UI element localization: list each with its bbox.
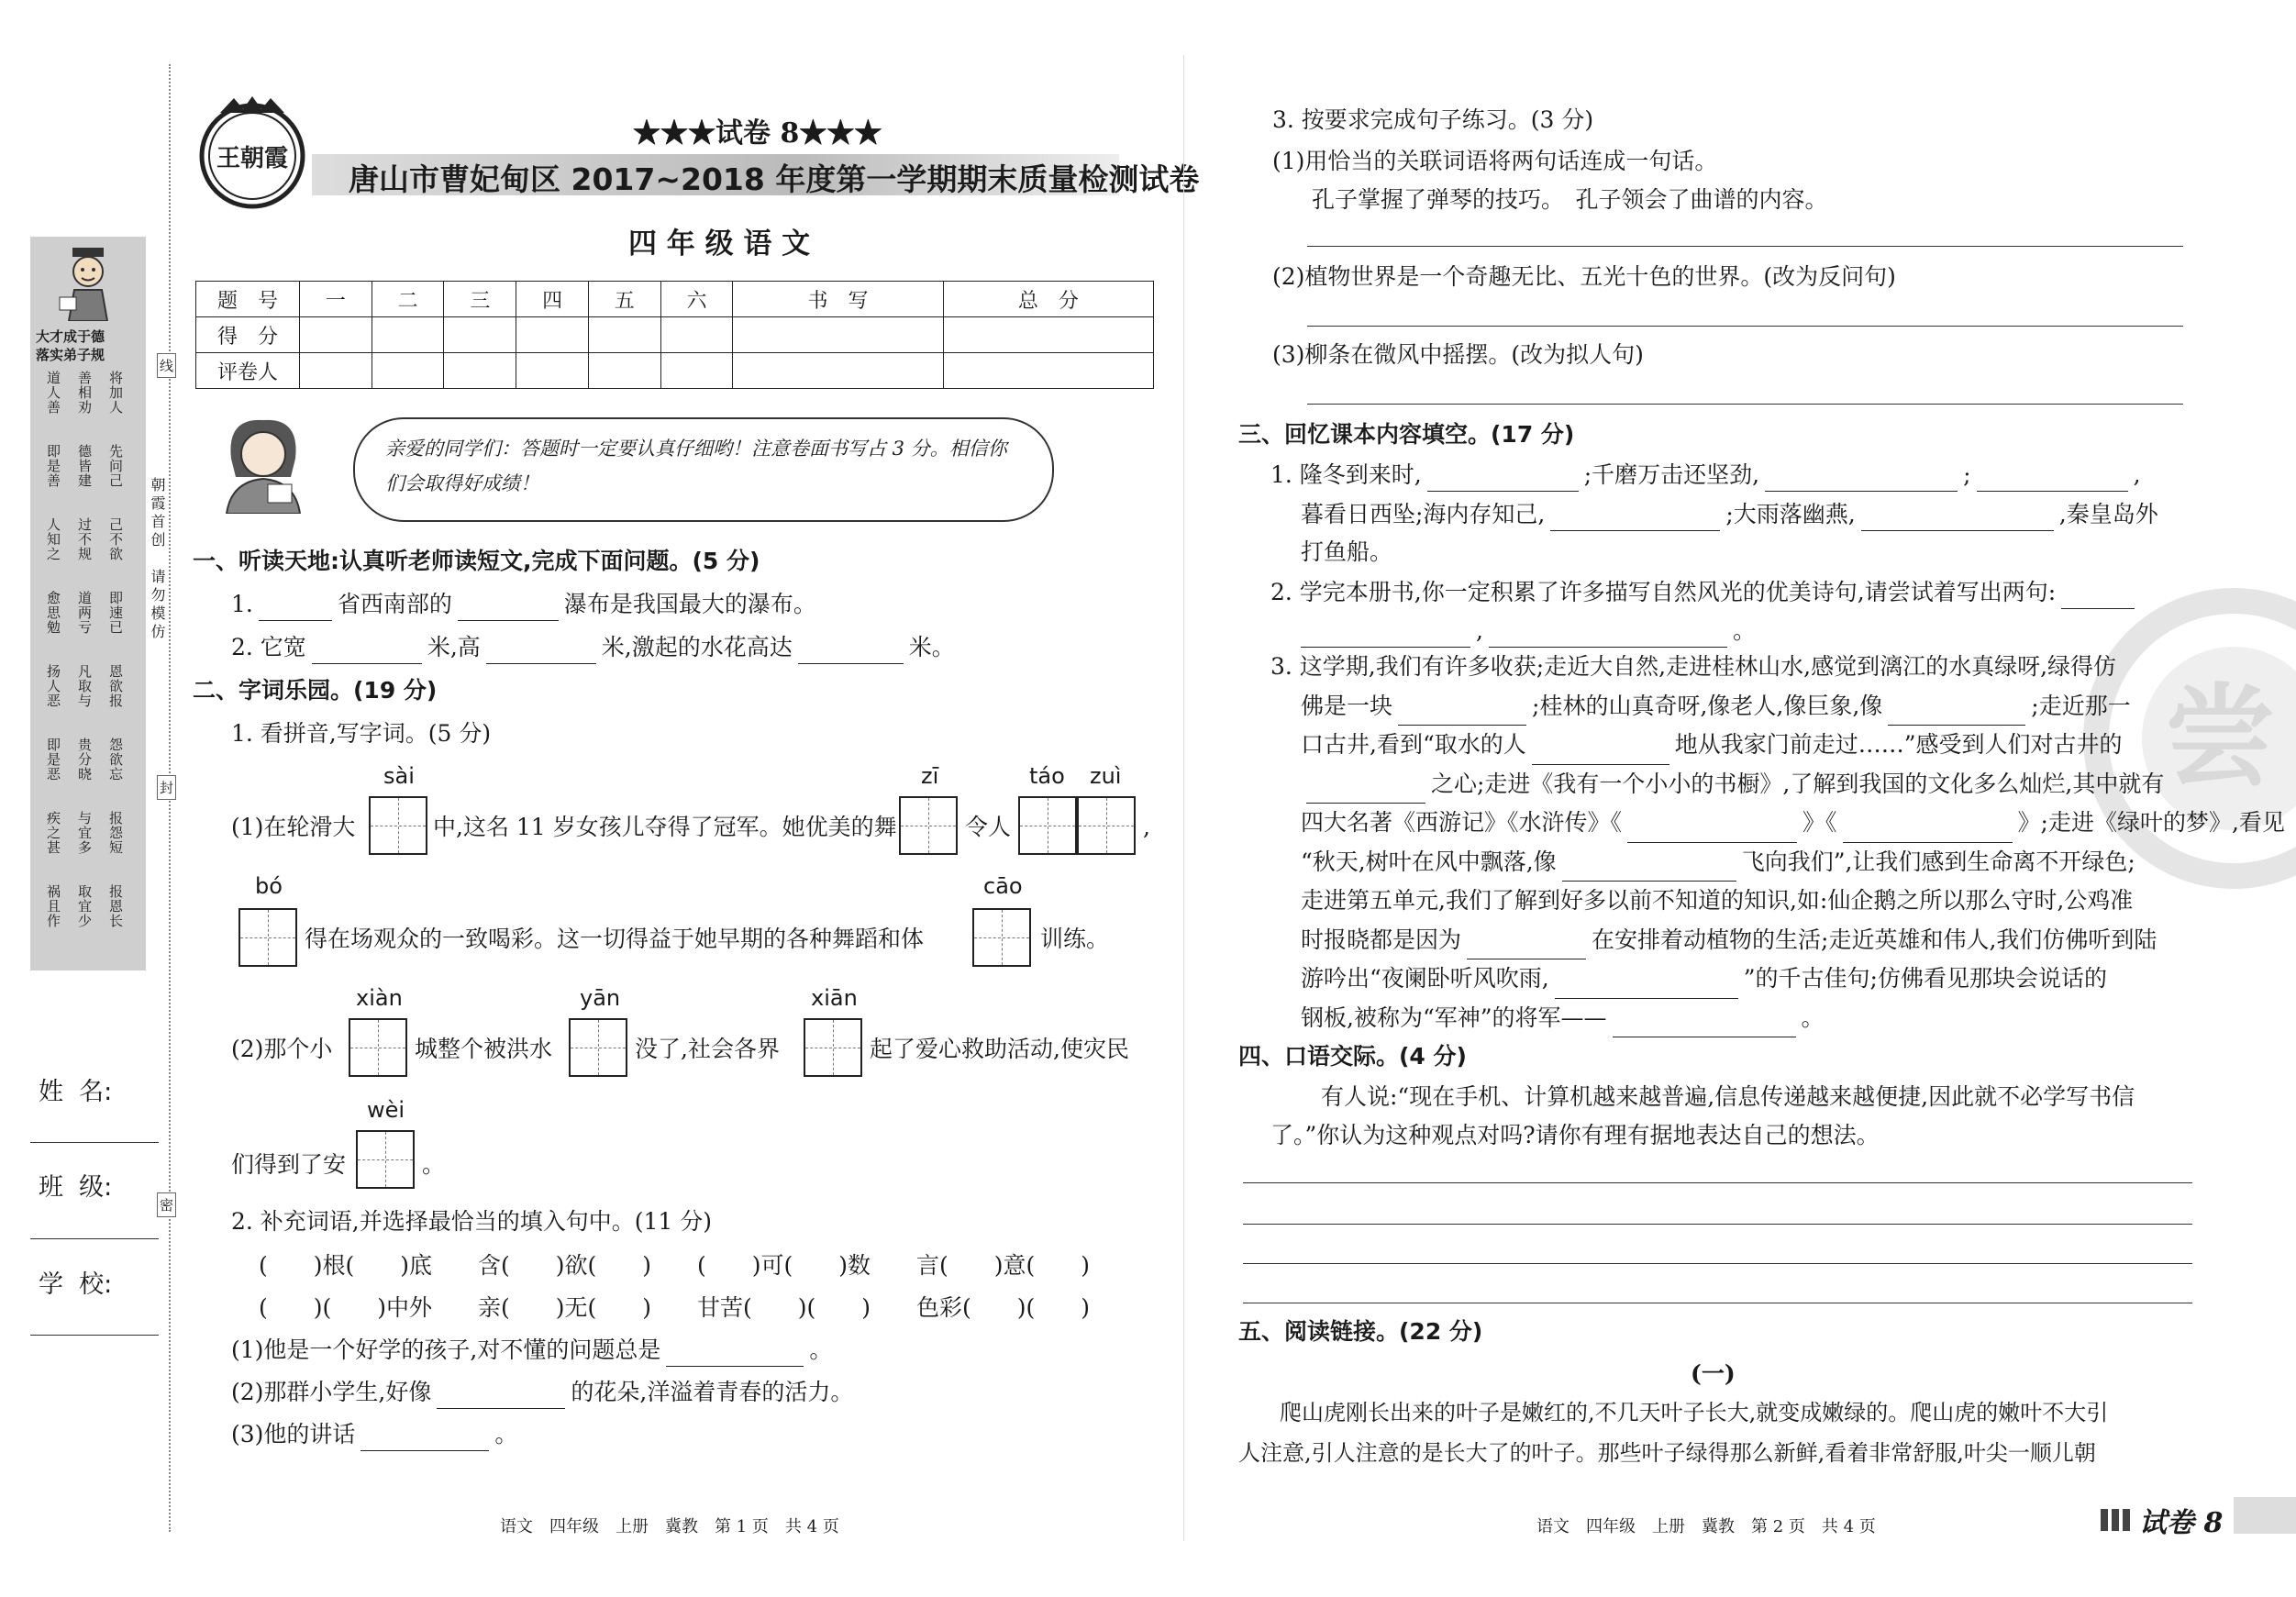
s3-3-text: 在安排着动植物的生活;走近英雄和伟人,我们仿佛听到陆 [1592,926,2157,953]
trial-number: ★★★试卷 8★★★ [633,117,882,150]
score-cell[interactable] [588,317,660,353]
motto-column: 道两亏 [76,591,93,635]
answer-blank[interactable] [1398,701,1526,726]
s2-s2b-b: 。 [422,1151,446,1178]
pinyin: yān [580,985,621,1011]
s2-s1b-a: 得在场观众的一致喝彩。这一切得益于她早期的各种舞蹈和体 [305,926,925,952]
side-note-2: 请勿模仿 [149,569,166,642]
s2-s2-d: 起了爱心救助活动,使灾民 [870,1036,1129,1062]
s3-3-line [1270,843,2285,882]
s2-s1-c: 令人 [965,814,1012,840]
s2-s1-d: , [1143,814,1150,840]
motto-column: 愈思勉 [45,591,61,635]
fill-2-text: (2)那群小学生,好像 [231,1379,432,1405]
s3-3-line [1270,687,2285,726]
answer-blank[interactable] [1301,623,1470,648]
section2-heading: 二、字词乐园。(19 分) [193,677,438,704]
s2-s1-a: (1)在轮滑大 [231,814,356,840]
motto-column: 报恩长 [107,884,124,928]
motto-column: 取宜少 [76,884,93,928]
s3-3-text: 飞向我们”,让我们感到生命离不开绿色; [1741,848,2135,875]
row-label: 得 分 [196,317,300,353]
q3-2: (2)植物世界是一个奇趣无比、五光十色的世界。(改为反问句) [1272,263,1896,290]
col-header: 五 [588,282,660,317]
char-box[interactable] [899,796,958,855]
exam-title: 唐山市曹妃甸区 2017~2018 年度第一学期期末质量检测试卷 [349,161,1200,197]
motto-column: 祸且作 [45,884,61,928]
answer-blank[interactable] [1550,506,1720,531]
col-header: 总 分 [943,282,1153,317]
answer-blank[interactable] [1613,1013,1796,1037]
school-label: 学 校: [39,1270,113,1299]
col-header: 一 [300,282,372,317]
score-cell[interactable] [516,317,589,353]
answer-blank[interactable] [1427,467,1579,492]
grader-cell[interactable] [943,353,1153,389]
answer-blank[interactable] [312,639,422,664]
answer-blank[interactable] [1467,935,1586,959]
motto-column: 过不规 [76,517,93,561]
motto-column: 恩欲报 [107,664,124,708]
score-table [195,281,1154,389]
answer-blank[interactable] [1888,701,2025,726]
q3-3: (3)柳条在微风中摇摆。(改为拟人句) [1272,341,1644,368]
char-box[interactable] [569,1018,627,1077]
badge-decoration [2101,1509,2134,1531]
s1-q1-num: 1. [231,591,253,617]
char-box[interactable] [238,908,297,967]
s3-3-text: 佛是一块 [1301,692,1393,719]
motto-column: 怨欲忘 [107,738,124,782]
motto-column: 扬人恶 [45,664,61,708]
grader-cell[interactable] [444,353,516,389]
s3-1c: 打鱼船。 [1301,538,1393,565]
idiom-row-1[interactable]: ( )根( )底 含( )欲( ) ( )可( )数 言( )意( ) [259,1252,1091,1279]
char-box[interactable] [1077,796,1136,855]
pinyin: xiān [811,985,858,1011]
answer-blank[interactable] [1555,974,1738,999]
pinyin: táo [1029,763,1065,789]
q3-1: (1)用恰当的关联词语将两句话连成一句话。 [1272,148,1718,174]
motto-column: 道人善 [45,371,61,415]
s2-s2-a: (2)那个小 [231,1036,333,1062]
s1-q2-a: 2. 它宽 [231,634,306,660]
char-box[interactable] [349,1018,407,1077]
s3-1b [1301,498,2158,531]
score-cell[interactable] [733,317,943,353]
badge-bar [2234,1497,2296,1534]
s1-q2-b: 米,高 [427,634,481,660]
char-box[interactable] [804,1018,862,1077]
score-cell[interactable] [943,317,1153,353]
score-cell[interactable] [372,317,444,353]
score-cell[interactable] [660,317,733,353]
motto-column: 先问己 [107,444,124,488]
motto-column: 疾之甚 [45,811,61,855]
fill-3 [231,1418,517,1451]
s1-q1 [231,588,816,621]
motto-column: 己不欲 [107,517,124,561]
logo-text: 王朝霞 [216,145,289,172]
fill-1 [231,1334,832,1367]
pinyin: xiàn [356,985,403,1011]
s3-1b-p: 暮看日西坠;海内存知己, [1301,501,1546,527]
answer-blank[interactable] [2061,584,2135,609]
name-label: 姓 名: [39,1078,113,1106]
s3-2b-p: 。 [1732,617,1756,644]
fill-3-text: (3)他的讲话 [231,1421,356,1447]
sidebar-motto-panel [30,237,146,970]
answer-blank[interactable] [1843,818,2013,843]
pinyin: wèi [367,1097,405,1123]
s3-3-text: ”的千古佳句;仿佛看见那块会说话的 [1743,965,2107,992]
section4-heading: 四、口语交际。(4 分) [1238,1043,1467,1070]
s3-2b-p: , [1476,617,1483,644]
col-header: 书 写 [733,282,943,317]
s3-3-text: 》《 [1802,809,1837,836]
s2-s2-b: 城整个被洪水 [415,1036,553,1062]
answer-blank[interactable] [458,596,559,621]
sec4-text-2: 了。”你认为这种观点对吗?请你有理有据地表达自己的想法。 [1270,1122,1880,1148]
grader-row [196,353,1154,389]
section3-heading: 三、回忆课本内容填空。(17 分) [1238,421,1575,448]
pinyin: cāo [983,873,1023,899]
s2-s1b-b: 训练。 [1040,926,1110,952]
grader-cell[interactable] [733,353,943,389]
answer-blank[interactable] [666,1342,804,1367]
s2-sub2: 2. 补充词语,并选择最恰当的填入句中。(11 分) [231,1208,713,1235]
teacher-illustration-icon [213,413,314,514]
class-label: 班 级: [39,1173,113,1202]
s3-3-line [1270,804,2285,843]
s3-3-line [1270,648,2285,687]
motto-column: 即是善 [45,444,61,488]
fill-2-end: 的花朵,洋溢着青春的活力。 [571,1379,854,1405]
answer-blank[interactable] [1562,857,1736,882]
s2-sub1: 1. 看拼音,写字词。(5 分) [231,720,492,747]
idiom-row-2[interactable]: ( )( )中外 亲( )无( ) 甘苦( )( ) 色彩( )( ) [259,1294,1091,1321]
school-field[interactable] [30,1335,159,1336]
s1-q2-d: 米。 [908,634,955,660]
score-cell[interactable] [444,317,516,353]
answer-blank[interactable] [1977,467,2128,492]
s2-s2-c: 没了,社会各界 [635,1036,780,1062]
score-row [196,317,1154,353]
s3-3-paragraph [1270,648,2285,1037]
greeting-text: 亲爱的同学们：答题时一定要认真仔细哟！注意卷面书写占 3 分。相信你们会取得好成绩！ [385,438,1007,494]
fill-3-end: 。 [494,1421,518,1447]
motto-column: 德皆建 [76,444,93,488]
side-note-1: 朝霞首创 [149,477,166,550]
s3-3-text: 3. 这学期,我们有许多收获;走近大自然,走进桂林山水,感觉到漓江的水真绿呀,绿得仿 [1270,653,2117,680]
s3-3-text: 口古井,看到“取水的人 [1301,731,1526,758]
s3-3-text: ;走近那一 [2031,692,2131,719]
grader-cell[interactable] [372,353,444,389]
s3-3-line [1270,882,2285,921]
cartoon-scholar-icon [56,248,120,321]
motto-column: 将加人 [107,371,124,415]
passage-line-2: 人注意,引人注意的是长大了的叶子。那些叶子绿得那么新鲜,看着非常舒服,叶尖一顺儿朝 [1238,1440,2096,1466]
class-field[interactable] [30,1238,159,1239]
col-header: 四 [516,282,589,317]
answer-line[interactable] [1307,326,2183,327]
answer-blank[interactable] [1627,818,1797,843]
answer-blank[interactable] [1861,506,2054,531]
answer-blank[interactable] [437,1384,565,1409]
pinyin: sài [383,763,415,789]
motto-column: 善相劝 [76,371,93,415]
answer-line[interactable] [1243,1224,2192,1225]
motto-column: 即速已 [107,591,124,635]
s3-1a-p: ;千磨万击还坚劲, [1583,461,1760,488]
char-box[interactable] [356,1130,415,1189]
s3-1a-p: ; [1963,461,1971,488]
answer-line[interactable] [1307,246,2183,247]
s3-3-line [1270,765,2285,804]
motto-head-2: 落实弟子规 [36,347,105,363]
q3-heading: 3. 按要求完成句子练习。(3 分) [1272,106,1594,133]
row-label: 评卷人 [196,353,300,389]
pinyin: zuì [1090,763,1122,789]
pinyin: zī [921,763,939,789]
answer-blank[interactable] [486,639,596,664]
s3-3-line [1270,999,2285,1038]
s3-2b [1301,615,1756,648]
col-header: 六 [660,282,733,317]
motto-column: 凡取与 [76,664,93,708]
fill-2 [231,1376,853,1409]
motto-grid [38,371,140,958]
s3-3-line [1270,726,2285,765]
s3-3-text: 走进第五单元,我们了解到好多以前不知道的知识,如:仙企鹅之所以那么守时,公鸡准 [1301,887,2134,914]
s3-3-text: 时报晓都是因为 [1301,926,1462,953]
s3-3-text: 。 [1801,1004,1825,1031]
score-table-header-row [196,282,1154,317]
s3-3-line [1270,921,2285,960]
motto-column: 贵分晓 [76,738,93,782]
fill-1-text: (1)他是一个好学的孩子,对不懂的问题总是 [231,1336,661,1363]
passage-number: (一) [1691,1360,1736,1387]
s2-s2b-a: 们得到了安 [231,1151,347,1178]
col-header: 三 [444,282,516,317]
footer-right: 语文 四年级 上册 冀教 第 2 页 共 4 页 [1536,1517,1876,1536]
answer-blank[interactable] [1765,467,1958,492]
s3-3-text: 四大名著《西游记》《水浒传》《 [1301,809,1623,836]
answer-blank[interactable] [1532,740,1669,765]
section5-heading: 五、阅读链接。(22 分) [1238,1318,1483,1345]
motto-column: 人知之 [45,517,61,561]
motto-column: 报怨短 [107,811,124,855]
answer-blank[interactable] [259,596,332,621]
grader-cell[interactable] [300,353,372,389]
s1-q1-end: 瀑布是我国最大的瀑布。 [563,591,816,617]
s3-3-text: 钢板,被称为“军神”的将军—— [1301,1004,1607,1031]
stamp-text: 尝 [2165,672,2275,802]
name-field[interactable] [30,1142,159,1143]
s3-1b-p: ,秦皇岛外 [2058,501,2158,527]
s3-1a-p: 1. 隆冬到来时, [1270,461,1422,488]
char-box[interactable] [369,796,427,855]
col-header: 二 [372,282,444,317]
s3-2a-text: 2. 学完本册书,你一定积累了许多描写自然风光的优美诗句,请尝试着写出两句: [1270,579,2057,605]
motto-head-1: 大才成于德 [36,328,105,345]
motto-column: 即是恶 [45,738,61,782]
cut-mark-seal: 封 [157,775,176,800]
s3-3-text: 》;走进《绿叶的梦》,看见 [2017,809,2285,836]
s3-3-text: ;桂林的山真奇呀,像老人,像巨象,像 [1532,692,1883,719]
s3-3-text: 之心;走进《我有一个小小的书橱》,了解到我国的文化多么灿烂,其中就有 [1431,770,2165,797]
pinyin: bó [255,873,283,899]
grader-cell[interactable] [660,353,733,389]
subject-title: 四 年 级 语 文 [628,227,811,261]
passage-line-1: 爬山虎刚长出来的叶子是嫩红的,不几天叶子长大,就变成嫩绿的。爬山虎的嫩叶不大引 [1280,1400,2109,1425]
answer-blank[interactable] [1489,623,1727,648]
char-box[interactable] [972,908,1031,967]
s3-2a [1270,576,2140,609]
s3-3-text: 地从我家门前走过……”感受到人们对古井的 [1674,731,2123,758]
row-label: 题 号 [196,282,300,317]
s3-1b-p: ;大雨落幽燕, [1725,501,1856,527]
footer-left: 语文 四年级 上册 冀教 第 1 页 共 4 页 [500,1517,839,1536]
answer-line[interactable] [1243,1182,2192,1183]
page-divider [1183,55,1184,1541]
brand-logo [193,96,312,211]
cut-mark-line: 线 [157,353,176,378]
s1-q1-text: 省西南部的 [337,591,452,617]
s3-3-text: “秋天,树叶在风中飘落,像 [1301,848,1557,875]
cut-mark-secret: 密 [157,1192,176,1217]
s1-q2-c: 米,激起的水花高达 [601,634,793,660]
s2-s1-b: 中,这名 11 岁女孩儿夺得了冠军。她优美的舞 [433,814,897,840]
answer-blank[interactable] [1306,779,1425,804]
s3-3-line [1270,959,2285,999]
answer-line[interactable] [1243,1263,2192,1264]
s1-q2 [231,631,955,664]
sec4-text-1: 有人说:“现在手机、计算机越来越普遍,信息传递越来越便捷,因此就不必学写书信 [1321,1083,2135,1110]
char-box[interactable] [1018,796,1077,855]
answer-blank[interactable] [798,639,904,664]
footer-badge: 试卷 8 [2139,1507,2224,1539]
s3-1a-p: , [2133,461,2141,488]
grader-cell[interactable] [588,353,660,389]
answer-line[interactable] [1307,404,2183,405]
s3-3-text: 游吟出“夜阑卧听风吹雨, [1301,965,1549,992]
section1-heading: 一、听读天地:认真听老师读短文,完成下面问题。(5 分) [193,548,760,574]
q3-1-text: 孔子掌握了弹琴的技巧。 孔子领会了曲谱的内容。 [1312,186,1828,213]
motto-column: 与宜多 [76,811,93,855]
answer-blank[interactable] [360,1426,489,1451]
s3-1a [1270,459,2141,492]
fill-1-end: 。 [809,1336,833,1363]
grader-cell[interactable] [516,353,589,389]
score-cell[interactable] [300,317,372,353]
